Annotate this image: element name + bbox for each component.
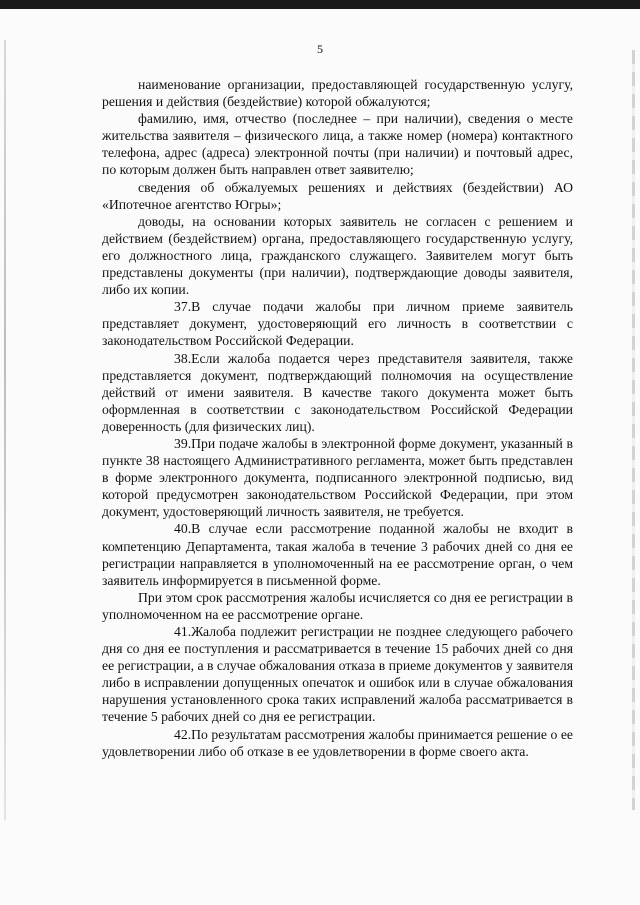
scan-left-edge <box>4 40 6 820</box>
paragraph-text: доводы, на основании которых заявитель не согласен с решением и действием (бездействием) органа, предоставляющего государственную услугу, его должностного лица, гражданского служащего. Заявителем могут быть представлены документы (при наличии), подтверждающие доводы заявителя, либо их копии. <box>102 213 573 298</box>
scan-right-edge <box>632 50 635 810</box>
paragraph-text: При этом срок рассмотрения жалобы исчисляется со дня ее регистрации в уполномоченном на ее рассмотрение органе. <box>102 589 573 622</box>
paragraph-number: 37. <box>174 299 192 315</box>
paragraph-text: По результатам рассмотрения жалобы принимается решение о ее удовлетворении либо об отказе в ее удовлетворении в форме своего акта. <box>102 726 573 759</box>
paragraph <box>102 520 573 588</box>
paragraph-text: В случае если рассмотрение поданной жалобы не входит в компетенцию Департамента, такая жалоба в течение 3 рабочих дней со дня ее регистрации направляется в уполномоченный на ее рассмотрение орган, о чем заявитель информируется в письменной форме. <box>102 521 573 588</box>
paragraph <box>102 589 573 623</box>
paragraph-text: сведения об обжалуемых решениях и действиях (бездействии) АО «Ипотечное агентство Югры»; <box>102 179 573 212</box>
paragraph-number: 42. <box>174 726 192 742</box>
paragraph-text: Если жалоба подается через представителя заявителя, также представляется документ, подтверждающий полномочия на осуществление действий от имени заявителя. В качестве такого документа может быть оформленная в соответствии с законодательством Российской Федерации доверенность (для физических лиц). <box>102 350 573 434</box>
paragraph <box>102 435 573 520</box>
paragraph <box>102 213 573 298</box>
paragraph <box>102 726 573 760</box>
paragraph <box>102 179 573 213</box>
paragraph-text: Жалоба подлежит регистрации не позднее следующего рабочего дня со дня ее поступления и рассматривается в течение 15 рабочих дней со дня ее регистрации, а в случае обжалования отказа в приеме документов у заявителя либо в исправлении допущенных опечаток и ошибок или в случае обжалования нарушения установленного срока таких исправлений жалоба рассматривается в течение 5 рабочих дней со дня ее регистрации. <box>102 624 573 725</box>
paragraph-text: наименование организации, предоставляющей государственную услугу, решения и действия (бездействие) которой обжалуются; <box>102 77 573 110</box>
page-number: 5 <box>317 42 323 56</box>
paragraph <box>102 350 573 435</box>
paragraph <box>102 298 573 349</box>
scan-top-border <box>0 0 640 9</box>
paragraph <box>102 623 573 726</box>
paragraph-number: 41. <box>174 624 192 639</box>
paragraph-text: При подаче жалобы в электронной форме документ, указанный в пункте 38 настоящего Административного регламента, может быть представлен в форме электронного документа, подписанного электронной подписью, вид которой предусмотрен законодательством Российской Федерации, при этом документ, удостоверяющий личность заявителя, не требуется. <box>102 435 573 520</box>
document-body <box>102 76 573 760</box>
paragraph <box>102 110 573 178</box>
paragraph-number: 38. <box>174 350 192 366</box>
paragraph-text: фамилию, имя, отчество (последнее – при наличии), сведения о месте жительства заявителя – физического лица, а также номер (номера) контактного телефона, адрес (адреса) электронной почты (при наличии) и почтовый адрес, по которым должен быть направлен ответ заявителю; <box>102 111 573 178</box>
paragraph-text: В случае подачи жалобы при личном приеме заявитель представляет документ, удостоверяющий его личность в соответствии с законодательством Российской Федерации. <box>102 299 573 349</box>
paragraph-number: 39. <box>174 435 192 451</box>
paragraph-number: 40. <box>174 521 192 537</box>
paragraph <box>102 76 573 110</box>
